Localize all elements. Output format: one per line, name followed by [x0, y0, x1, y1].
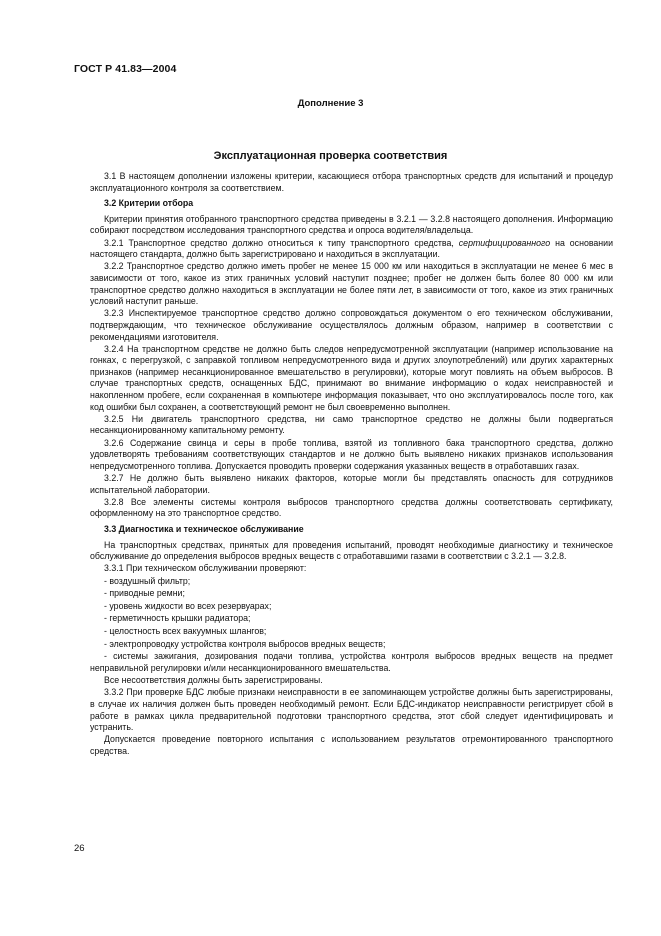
paragraph-3-2-1	[90, 238, 613, 261]
list-item: - герметичность крышки радиатора;	[104, 613, 251, 624]
paragraph-3-2-8: 3.2.8 Все элементы системы контроля выбросов транспортного средства должны соответствовать сертификату, оформленному на это транспортное средство.	[90, 496, 613, 519]
list-item: - воздушный фильтр;	[104, 575, 191, 586]
list-item: - уровень жидкости во всех резервуарах;	[104, 600, 272, 611]
maintenance-check-list	[90, 576, 613, 675]
paragraph-register: Все несоответствия должны быть зарегистрированы.	[104, 675, 323, 686]
page-title: Эксплуатационная проверка соответствия	[213, 150, 448, 162]
paragraph-3-2-1-end: на основании настоящего стандарта, должно быть зарегистрировано и находиться в эксплуатации.	[90, 237, 613, 260]
section-heading-3-2: 3.2 Критерии отбора	[104, 198, 194, 209]
paragraph-3-2-intro: Критерии принятия отобранного транспортного средства приведены в 3.2.1 — 3.2.8 настоящего дополнения. Информацию собирают посредством исследования транспортного средства и опроса водителя/владельца.	[90, 213, 613, 236]
paragraph-3-2-1-emphasis: сертифицированного	[458, 237, 551, 248]
document-body	[90, 171, 613, 758]
paragraph-3-2-7: 3.2.7 Не должно быть выявлено никаких факторов, которые могли бы представлять опасность для сотрудников испытательной лаборатории.	[90, 473, 613, 495]
paragraph-retest: Допускается проведение повторного испытания с использованием результатов отремонтированного транспортного средства.	[90, 734, 613, 757]
list-item: - системы зажигания, дозирования подачи топлива, устройства контроля выбросов вредных веществ на предмет неправильной регулировки и/или несанкционированного вмешательства.	[90, 651, 613, 673]
section-heading-3-3: 3.3 Диагностика и техническое обслуживание	[104, 523, 304, 534]
paragraph-3-2-3: 3.2.3 Инспектируемое транспортное средство должно сопровождаться документом о его техническом обслуживании, подтверждающим, что техническое обслуживание осуществлялось должным образом, например в соответствии с рекомендациями изготовителя.	[90, 308, 613, 342]
paragraph-3-1: 3.1 В настоящем дополнении изложены критерии, касающиеся отбора транспортных средств для испытаний и процедур эксплуатационного контроля за соответствием.	[90, 171, 613, 193]
paragraph-3-3-intro: На транспортных средствах, принятых для проведения испытаний, проводят необходимые диагностику и техническое обслуживание до определения выбросов вредных веществ с отработавшими газами в соответствии с 3.2.1 — 3.2.8.	[90, 539, 613, 562]
paragraph-3-2-1-start: 3.2.1 Транспортное средство должно относиться к типу транспортного средства,	[104, 237, 459, 248]
list-item: - целостность всех вакуумных шлангов;	[104, 625, 267, 636]
paragraph-3-2-5: 3.2.5 Ни двигатель транспортного средства, ни само транспортное средство не должны были подвергаться несанкционированному капитальному ремонту.	[90, 413, 613, 436]
supplement-label: Дополнение 3	[297, 98, 364, 109]
paragraph-3-3-1: 3.3.1 При техническом обслуживании проверяют:	[104, 563, 307, 574]
paragraph-3-2-6: 3.2.6 Содержание свинца и серы в пробе топлива, взятой из топливного бака транспортного средства, должно удовлетворять требованиям соответствующих стандартов и не должно быть выявлено никаких признаков использования непредусмотренного топлива. Допускается проводить проверки содержания указанных веществ в отработавших газах.	[90, 437, 613, 471]
paragraph-3-3-2: 3.3.2 При проверке БДС любые признаки неисправности в ее запоминающем устройстве должны быть зарегистрированы, в случае их наличия должен быть проведен необходимый ремонт. Если БДС-индикатор неисправности регистрирует сбой в работе в рамках цикла предварительной подготовки транспортного средства, этот сбой следует идентифицировать и устранить.	[90, 687, 613, 733]
paragraph-3-2-4: 3.2.4 На транспортном средстве не должно быть следов непредусмотренной эксплуатации (например использование на гонках, с перегрузкой, с заправкой топливом непредусмотренного вида и других злоупотреблений) или других характерных признаков (например несанкционированное вмешательство в регулировки), которые могут повлиять на объем выбросов. В случае транспортных средств, оснащенных БДС, принимают во внимание информацию о кодах неисправностей и накопленном пробеге, если сохраненная в компьютере информация показывает, что оно эксплуатировалось после того, как код ошибки был сохранен, а соответствующий ремонт не был своевременно выполнен.	[90, 343, 613, 412]
document-header: ГОСТ Р 41.83—2004	[74, 63, 177, 75]
list-item: - электропроводку устройства контроля выбросов вредных веществ;	[104, 638, 386, 649]
page-number: 26	[74, 843, 85, 854]
list-item: - приводные ремни;	[104, 588, 185, 599]
paragraph-3-2-2: 3.2.2 Транспортное средство должно иметь пробег не менее 15 000 км или находиться в эксплуатации не менее 6 мес в зависимости от того, какое из этих граничных условий наступит позднее; пробег не должен быть более 80 000 км или транспортное средство должно находиться в эксплуатации не более пяти лет, в зависимости от того, какое из этих граничных условий наступит раньше.	[90, 261, 613, 307]
